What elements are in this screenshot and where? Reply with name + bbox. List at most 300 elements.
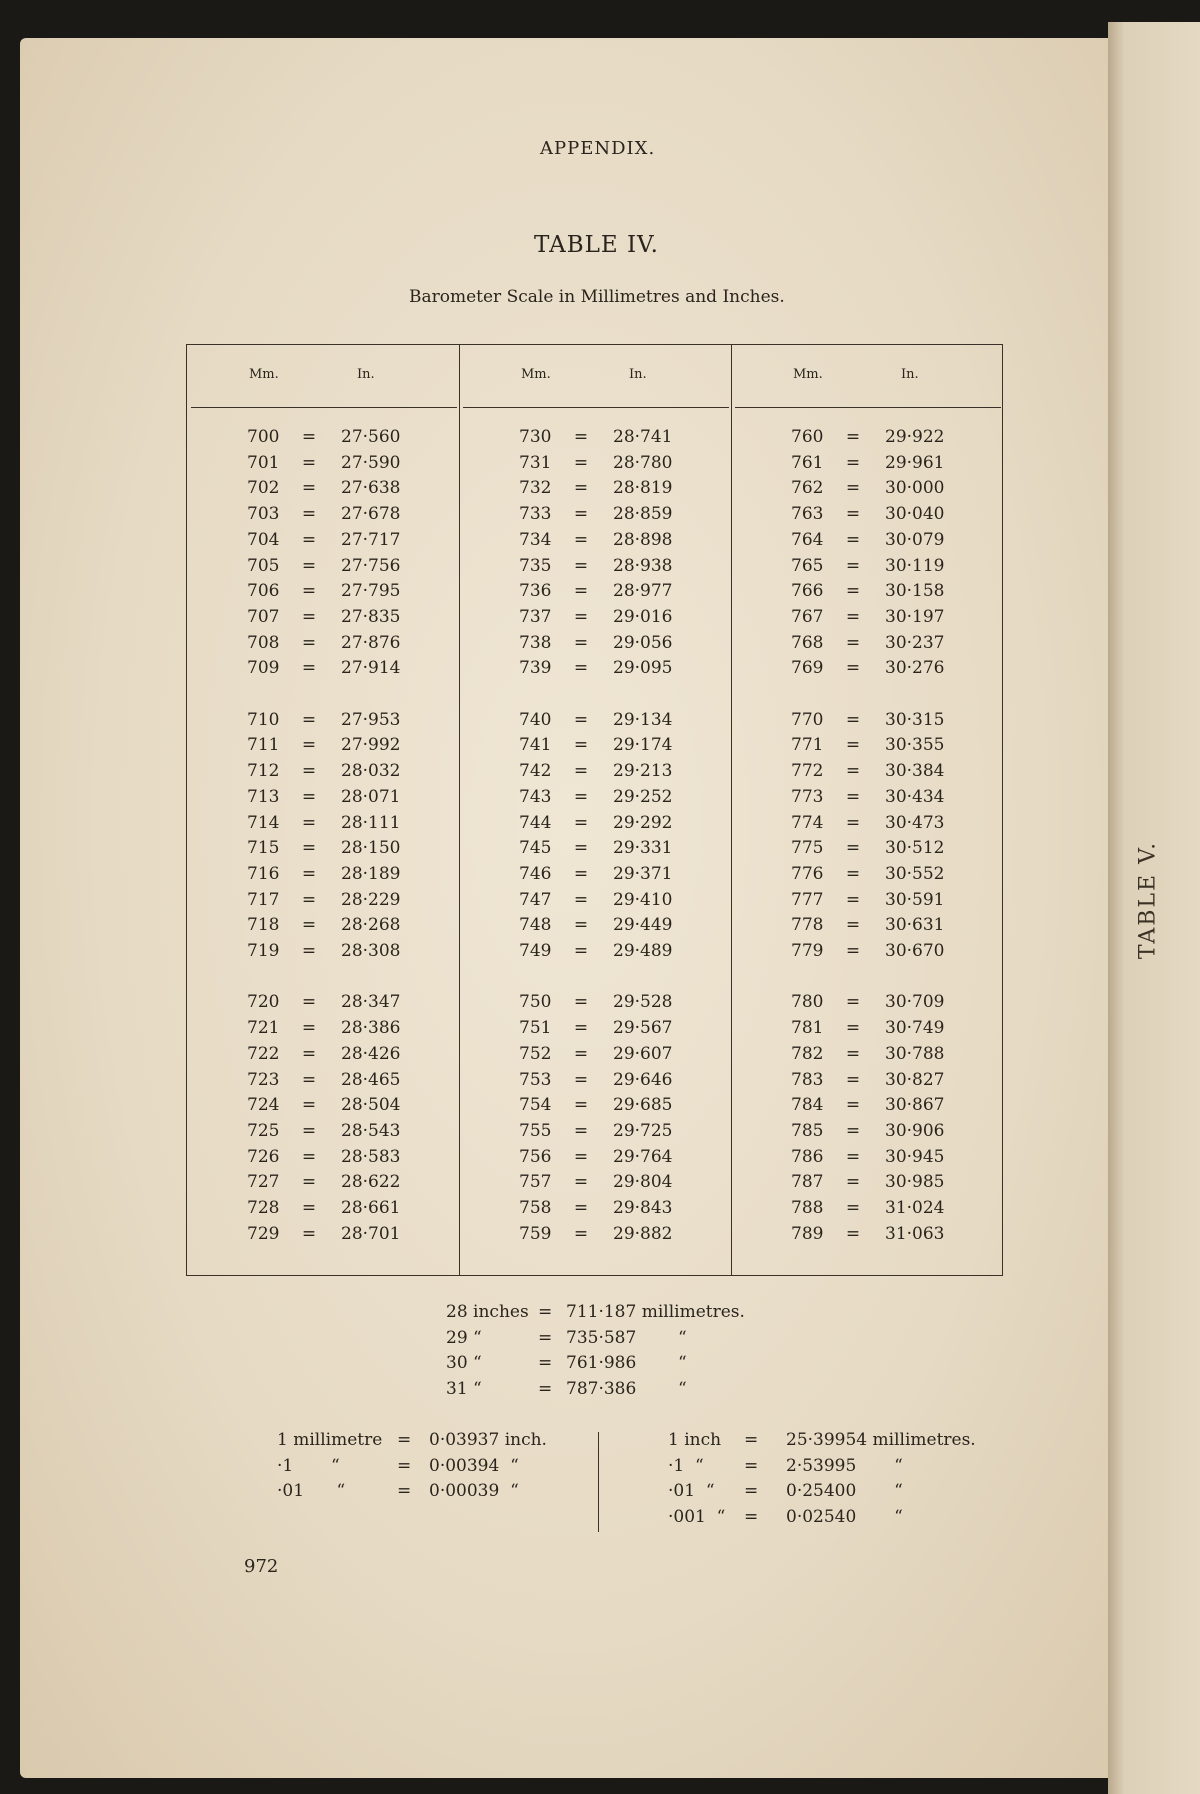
equals-sign: =: [573, 1018, 589, 1039]
mm-value: 751: [519, 1018, 552, 1039]
equals-sign: =: [301, 581, 317, 602]
equals-sign: =: [573, 658, 589, 679]
conversion-b: =: [538, 1378, 553, 1399]
equals-sign: =: [301, 658, 317, 679]
equals-sign: =: [573, 632, 589, 653]
inch-value: 28·426: [341, 1043, 401, 1064]
inch-value: 27·876: [341, 632, 401, 653]
table-row: [187, 992, 459, 1017]
equals-sign: =: [573, 786, 589, 807]
mm-value: 755: [519, 1120, 552, 1141]
table-row: [459, 530, 731, 555]
table-row: [731, 1044, 1003, 1069]
unit-line: [277, 1430, 617, 1455]
table-row: [731, 556, 1003, 581]
table-row: [731, 504, 1003, 529]
inch-value: 30·237: [885, 632, 945, 653]
equals-sign: =: [845, 941, 861, 961]
inch-value: 27·835: [341, 606, 401, 627]
inch-value: 27·638: [341, 478, 401, 499]
equals-sign: =: [301, 1069, 317, 1090]
equals-sign: =: [301, 1223, 317, 1244]
mm-value: 750: [519, 992, 552, 1013]
inch-value: 30·906: [885, 1120, 945, 1141]
equals-sign: =: [573, 1069, 589, 1090]
equals-sign: =: [845, 606, 861, 627]
inch-value: 28·229: [341, 889, 401, 910]
mm-value: 729: [247, 1223, 280, 1244]
equals-sign: =: [845, 1018, 861, 1039]
conversion-d: “: [678, 1353, 687, 1373]
equals-sign: =: [301, 1146, 317, 1167]
inch-value: 30·591: [885, 889, 945, 910]
table-row: [731, 838, 1003, 863]
table-row: [459, 890, 731, 915]
table-row: [731, 658, 1003, 683]
mm-value: 747: [519, 889, 552, 910]
inch-value: 28·859: [613, 504, 673, 525]
inch-value: 30·276: [885, 658, 945, 679]
mm-value: 742: [519, 761, 552, 782]
mm-value: 752: [519, 1043, 552, 1064]
table-row: [459, 838, 731, 863]
inch-value: 30·473: [885, 812, 945, 833]
mm-value: 753: [519, 1069, 552, 1090]
mm-value: 784: [791, 1095, 824, 1116]
inch-value: 28·465: [341, 1069, 401, 1090]
mm-value: 782: [791, 1043, 824, 1064]
inch-value: 29·725: [613, 1120, 673, 1141]
unit-line: [668, 1481, 1008, 1506]
unit-a: ·01 “: [668, 1481, 715, 1501]
inch-value: 30·945: [885, 1146, 945, 1167]
equals-sign: =: [573, 838, 589, 859]
unit-a: ·001 “: [668, 1506, 726, 1527]
table-row: [731, 453, 1003, 478]
mm-value: 771: [791, 735, 824, 756]
mm-value: 775: [791, 838, 824, 859]
mm-value: 725: [247, 1120, 280, 1141]
equals-sign: =: [573, 812, 589, 833]
inch-value: 29·134: [613, 709, 673, 730]
inch-value: 28·071: [341, 786, 401, 807]
inch-value: 29·410: [613, 889, 673, 910]
table-row: [731, 581, 1003, 606]
mm-value: 733: [519, 504, 552, 525]
equals-sign: =: [845, 427, 861, 447]
inch-value: 30·079: [885, 529, 945, 550]
table-row: [731, 1198, 1003, 1223]
equals-sign: =: [301, 941, 317, 961]
conversion-d: “: [678, 1378, 687, 1399]
header-in: In.: [629, 367, 647, 382]
mm-value: 730: [519, 427, 552, 447]
mm-value: 708: [247, 632, 280, 653]
mm-value: 739: [519, 658, 552, 679]
equals-sign: =: [845, 709, 861, 730]
table-row: [187, 1224, 459, 1249]
table-row: [187, 478, 459, 503]
table-row: [187, 761, 459, 786]
inch-value: 28·268: [341, 915, 401, 936]
mm-value: 757: [519, 1172, 552, 1193]
table-row: [731, 761, 1003, 786]
equals-sign: =: [573, 606, 589, 627]
inch-value: 28·386: [341, 1018, 401, 1039]
equals-sign: =: [301, 915, 317, 936]
mm-value: 703: [247, 504, 280, 525]
inch-value: 30·985: [885, 1172, 945, 1193]
table-row: [187, 607, 459, 632]
table-row: [731, 890, 1003, 915]
table-row: [731, 1018, 1003, 1043]
mm-value: 736: [519, 581, 552, 602]
table-row: [187, 658, 459, 683]
inch-value: 29·685: [613, 1095, 673, 1116]
inch-value: 27·992: [341, 735, 401, 756]
mm-value: 762: [791, 478, 824, 499]
equals-sign: =: [301, 1172, 317, 1193]
table-row: [731, 1070, 1003, 1095]
table-row: [459, 1198, 731, 1223]
mm-value: 737: [519, 606, 552, 627]
inch-value: 30·434: [885, 786, 945, 807]
mm-value: 754: [519, 1095, 552, 1116]
unit-c: 0·00039 “: [429, 1481, 519, 1501]
equals-sign: =: [845, 1146, 861, 1167]
conversion-a: 28 inches: [446, 1302, 529, 1322]
equals-sign: =: [845, 992, 861, 1013]
inch-value: 28·938: [613, 555, 673, 576]
mm-value: 720: [247, 992, 280, 1013]
equals-sign: =: [573, 1146, 589, 1167]
conversion-line: [446, 1328, 776, 1353]
equals-sign: =: [301, 786, 317, 807]
equals-sign: =: [301, 1198, 317, 1218]
table-row: [731, 427, 1003, 452]
conversion-a: 29 “: [446, 1327, 482, 1348]
table-row: [459, 607, 731, 632]
inch-value: 28·032: [341, 761, 401, 782]
table-row: [459, 633, 731, 658]
table-row: [459, 1095, 731, 1120]
equals-sign: =: [301, 555, 317, 576]
table-row: [187, 633, 459, 658]
mm-value: 780: [791, 992, 824, 1013]
unit-line: [668, 1456, 1008, 1481]
mm-value: 758: [519, 1198, 552, 1218]
equals-sign: =: [845, 1120, 861, 1141]
mm-value: 748: [519, 915, 552, 936]
inch-value: 29·213: [613, 761, 673, 782]
equals-sign: =: [301, 992, 317, 1013]
mm-value: 745: [519, 838, 552, 859]
mm-value: 701: [247, 452, 280, 473]
equals-sign: =: [301, 889, 317, 910]
table-row: [731, 633, 1003, 658]
unit-line: [668, 1507, 1008, 1532]
inch-value: 29·567: [613, 1018, 673, 1039]
header-rule: [191, 407, 457, 408]
inch-value: 28·701: [341, 1223, 401, 1244]
equals-sign: =: [573, 555, 589, 576]
table-subtitle: Barometer Scale in Millimetres and Inches.: [409, 287, 785, 307]
inch-value: 30·552: [885, 863, 945, 884]
conversion-b: =: [538, 1302, 553, 1322]
inch-value: 30·827: [885, 1069, 945, 1090]
inch-value: 30·355: [885, 735, 945, 756]
equals-sign: =: [845, 632, 861, 653]
inch-value: 28·622: [341, 1172, 401, 1193]
table-row: [459, 453, 731, 478]
equals-sign: =: [845, 889, 861, 910]
table-row: [459, 761, 731, 786]
mm-value: 710: [247, 709, 280, 730]
unit-a: 1 millimetre: [277, 1430, 383, 1450]
unit-c: 0·00394 “: [429, 1455, 519, 1476]
mm-value: 741: [519, 735, 552, 756]
table-row: [731, 1147, 1003, 1172]
equals-sign: =: [301, 863, 317, 884]
mm-value: 702: [247, 478, 280, 499]
equals-sign: =: [573, 478, 589, 499]
mm-value: 759: [519, 1223, 552, 1244]
mm-value: 719: [247, 941, 280, 961]
inch-value: 29·252: [613, 786, 673, 807]
equals-sign: =: [573, 863, 589, 884]
table-row: [731, 710, 1003, 735]
inch-value: 28·977: [613, 581, 673, 602]
mm-value: 767: [791, 606, 824, 627]
equals-sign: =: [573, 427, 589, 447]
inch-value: 29·489: [613, 941, 673, 961]
table-row: [187, 530, 459, 555]
equals-sign: =: [845, 838, 861, 859]
mm-value: 740: [519, 709, 552, 730]
inch-value: 30·749: [885, 1018, 945, 1039]
table-row: [459, 710, 731, 735]
unit-b: =: [744, 1506, 759, 1527]
equals-sign: =: [573, 452, 589, 473]
mm-value: 716: [247, 863, 280, 884]
table-row: [731, 1224, 1003, 1249]
barometer-table: [186, 344, 1003, 1276]
inch-value: 30·119: [885, 555, 945, 576]
inch-value: 30·867: [885, 1095, 945, 1116]
table-row: [459, 504, 731, 529]
table-row: [459, 1147, 731, 1172]
equals-sign: =: [845, 915, 861, 936]
inch-value: 27·678: [341, 504, 401, 525]
conversion-b: =: [538, 1327, 553, 1348]
table-row: [731, 478, 1003, 503]
unit-b: =: [744, 1481, 759, 1501]
conversion-c: 735·587: [566, 1327, 637, 1348]
unit-b: =: [397, 1430, 412, 1450]
table-row: [187, 813, 459, 838]
equals-sign: =: [301, 478, 317, 499]
mm-value: 778: [791, 915, 824, 936]
mm-value: 738: [519, 632, 552, 653]
table-row: [731, 941, 1003, 966]
table-row: [459, 581, 731, 606]
equals-sign: =: [573, 1223, 589, 1244]
table-row: [731, 864, 1003, 889]
equals-sign: =: [573, 915, 589, 936]
table-row: [187, 1018, 459, 1043]
table-row: [459, 658, 731, 683]
table-row: [459, 1224, 731, 1249]
equals-sign: =: [845, 529, 861, 550]
mm-value: 749: [519, 941, 552, 961]
equals-sign: =: [573, 581, 589, 602]
table-row: [187, 504, 459, 529]
inch-value: 31·063: [885, 1223, 945, 1244]
conversion-a: 31 “: [446, 1378, 482, 1399]
table-row: [187, 915, 459, 940]
table-row: [459, 787, 731, 812]
mm-value: 744: [519, 812, 552, 833]
unit-c: 0·25400 “: [786, 1481, 903, 1501]
inch-value: 27·953: [341, 709, 401, 730]
mm-value: 714: [247, 812, 280, 833]
mm-value: 709: [247, 658, 280, 679]
mm-value: 727: [247, 1172, 280, 1193]
equals-sign: =: [573, 1120, 589, 1141]
table-row: [459, 556, 731, 581]
equals-sign: =: [845, 504, 861, 525]
inch-value: 30·512: [885, 838, 945, 859]
inch-value: 30·158: [885, 581, 945, 602]
inch-value: 30·000: [885, 478, 945, 499]
table-row: [187, 787, 459, 812]
conversion-c: 787·386: [566, 1378, 637, 1399]
equals-sign: =: [301, 1043, 317, 1064]
equals-sign: =: [845, 735, 861, 756]
inch-value: 29·449: [613, 915, 673, 936]
equals-sign: =: [301, 735, 317, 756]
equals-sign: =: [301, 529, 317, 550]
inch-value: 29·882: [613, 1223, 673, 1244]
mm-value: 766: [791, 581, 824, 602]
unit-c: 25·39954 millimetres.: [786, 1430, 976, 1450]
table-row: [187, 864, 459, 889]
unit-line: [668, 1430, 1008, 1455]
inch-value: 29·804: [613, 1172, 673, 1193]
inch-value: 29·371: [613, 863, 673, 884]
table-row: [731, 530, 1003, 555]
conversion-line: [446, 1302, 776, 1327]
mm-value: 760: [791, 427, 824, 447]
equals-sign: =: [301, 1120, 317, 1141]
inch-value: 27·914: [341, 658, 401, 679]
equals-sign: =: [301, 1018, 317, 1039]
inch-value: 30·670: [885, 941, 945, 961]
inch-value: 28·661: [341, 1198, 401, 1218]
header-mm: Mm.: [249, 367, 279, 382]
mm-value: 764: [791, 529, 824, 550]
table-row: [187, 1172, 459, 1197]
mm-value: 718: [247, 915, 280, 936]
mm-value: 721: [247, 1018, 280, 1039]
table-row: [187, 427, 459, 452]
mm-value: 781: [791, 1018, 824, 1039]
table-row: [187, 581, 459, 606]
table-column: [731, 345, 1003, 1275]
mm-value: 734: [519, 529, 552, 550]
table-row: [459, 915, 731, 940]
mm-value: 773: [791, 786, 824, 807]
inch-value: 29·016: [613, 606, 673, 627]
inch-value: 29·646: [613, 1069, 673, 1090]
mm-value: 706: [247, 581, 280, 602]
inch-value: 29·174: [613, 735, 673, 756]
table-row: [187, 1147, 459, 1172]
table-row: [459, 864, 731, 889]
inch-value: 29·095: [613, 658, 673, 679]
mm-value: 731: [519, 452, 552, 473]
mm-value: 743: [519, 786, 552, 807]
equals-sign: =: [845, 581, 861, 602]
mm-value: 705: [247, 555, 280, 576]
inch-value: 28·504: [341, 1095, 401, 1116]
conversion-c: 711·187 millimetres.: [566, 1302, 745, 1322]
table-row: [731, 1121, 1003, 1146]
mm-value: 700: [247, 427, 280, 447]
inch-value: 29·056: [613, 632, 673, 653]
table-row: [187, 735, 459, 760]
unit-a: ·1 “: [668, 1455, 704, 1476]
equals-sign: =: [301, 812, 317, 833]
equals-sign: =: [573, 941, 589, 961]
table-row: [731, 1172, 1003, 1197]
table-row: [187, 556, 459, 581]
unit-b: =: [744, 1430, 759, 1450]
table-row: [187, 1198, 459, 1223]
mm-value: 746: [519, 863, 552, 884]
table-column: [187, 345, 459, 1275]
mm-value: 728: [247, 1198, 280, 1218]
table-row: [731, 735, 1003, 760]
unit-line: [277, 1456, 617, 1481]
equals-sign: =: [301, 838, 317, 859]
inch-value: 30·709: [885, 992, 945, 1013]
equals-sign: =: [301, 504, 317, 525]
mm-value: 772: [791, 761, 824, 782]
table-row: [187, 1095, 459, 1120]
table-row: [187, 453, 459, 478]
equals-sign: =: [845, 452, 861, 473]
mm-value: 761: [791, 452, 824, 473]
inch-value: 27·590: [341, 452, 401, 473]
conversion-b: =: [538, 1353, 553, 1373]
equals-sign: =: [301, 606, 317, 627]
table-row: [187, 710, 459, 735]
inch-value: 28·741: [613, 427, 673, 447]
table-row: [187, 941, 459, 966]
header-in: In.: [901, 367, 919, 382]
inch-value: 27·756: [341, 555, 401, 576]
inch-value: 28·308: [341, 941, 401, 961]
table-row: [459, 478, 731, 503]
unit-c: 0·03937 inch.: [429, 1430, 547, 1450]
conversion-line: [446, 1353, 776, 1378]
equals-sign: =: [845, 1095, 861, 1116]
facing-page-label: TABLE V.: [1135, 840, 1161, 960]
inch-value: 28·111: [341, 812, 401, 833]
inch-value: 29·961: [885, 452, 945, 473]
table-column: [459, 345, 731, 1275]
